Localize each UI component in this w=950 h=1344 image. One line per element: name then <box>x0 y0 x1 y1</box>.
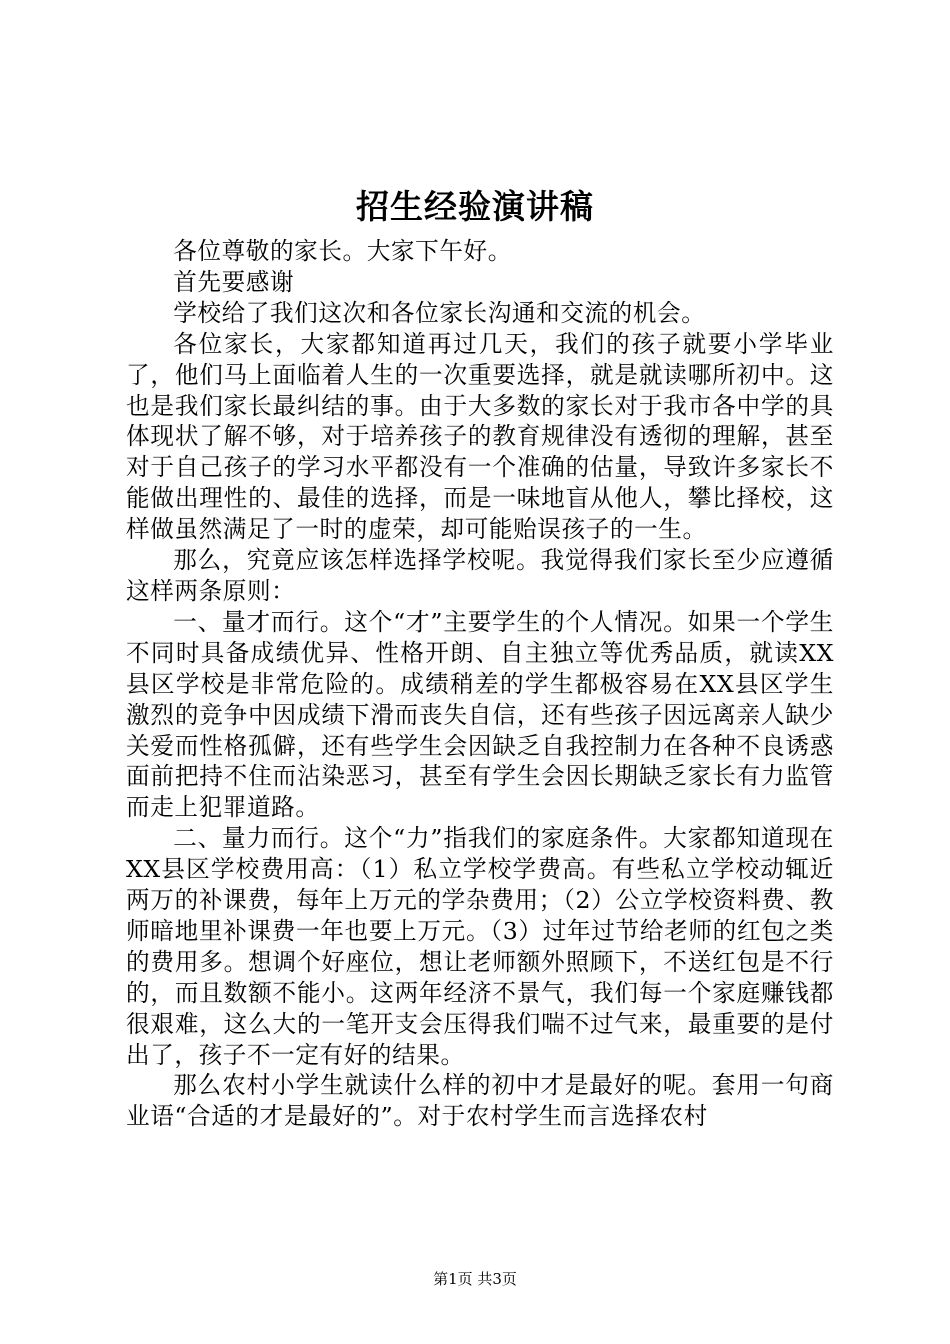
paragraph-greeting: 各位尊敬的家长。大家下午好。 <box>173 237 512 265</box>
paragraph-principles: 那么，究竟应该怎样选择学校呢。我觉得我们家长至少应遵循这样两条原则： <box>126 546 834 605</box>
document-body <box>126 236 834 1132</box>
paragraph-principle-one: 一、量才而行。这个“才”主要学生的个人情况。如果一个学生不同时具备成绩优异、性格开朗、自主独立等优秀品质，就读XX县区学校是非常危险的。成绩稍差的学生都极容易在XX县区学生激烈的竞争中因成绩下滑而丧失自信，还有些孩子因远离亲人缺少关爱而性格孤僻，还有些学生会因缺乏自我控制力在各种不良诱惑面前把持不住而沾染恶习，甚至有学生会因长期缺乏家长有力监管而走上犯罪道路。 <box>126 607 834 822</box>
paragraph-rural-students: 那么农村小学生就读什么样的初中才是最好的呢。套用一句商业语“合适的才是最好的”。对于农村学生而言选择农村 <box>126 1071 834 1131</box>
paragraph-introduction: 各位家长，大家都知道再过几天，我们的孩子就要小学毕业了，他们马上面临着人生的一次重要选择，就是就读哪所初中。这也是我们家长最纠结的事。由于大多数的家长对于我市各中学的具体现状了解不够，对于培养孩子的教育规律没有透彻的理解，甚至对于自己孩子的学习水平都没有一个准确的估量，导致许多家长不能做出理性的、最佳的选择，而是一味地盲从他人，攀比择校，这样做虽然满足了一时的虚荣，却可能贻误孩子的一生。 <box>126 329 834 544</box>
page-number-footer: 第1页 共3页 <box>433 1270 517 1288</box>
document-title: 招生经验演讲稿 <box>356 187 594 226</box>
paragraph-thanks: 首先要感谢 <box>173 267 295 296</box>
paragraph-school-opportunity: 学校给了我们这次和各位家长沟通和交流的机会。 <box>173 298 706 327</box>
paragraph-principle-two: 二、量力而行。这个“力”指我们的家庭条件。大家都知道现在XX县区学校费用高：（1）私立学校学费高。有些私立学校动辄近两万的补课费，每年上万元的学杂费用；（2）公立学校资料费、教师暗地里补课费一年也要上万元。（3）过年过节给老师的红包之类的费用多。想调个好座位，想让老师额外照顾下，不送红包是不行的，而且数额不能小。这两年经济不景气，我们每一个家庭赚钱都很艰难，这么大的一笔开支会压得我们喘不过气来，最重要的是付出了，孩子不一定有好的结果。 <box>126 824 834 1069</box>
